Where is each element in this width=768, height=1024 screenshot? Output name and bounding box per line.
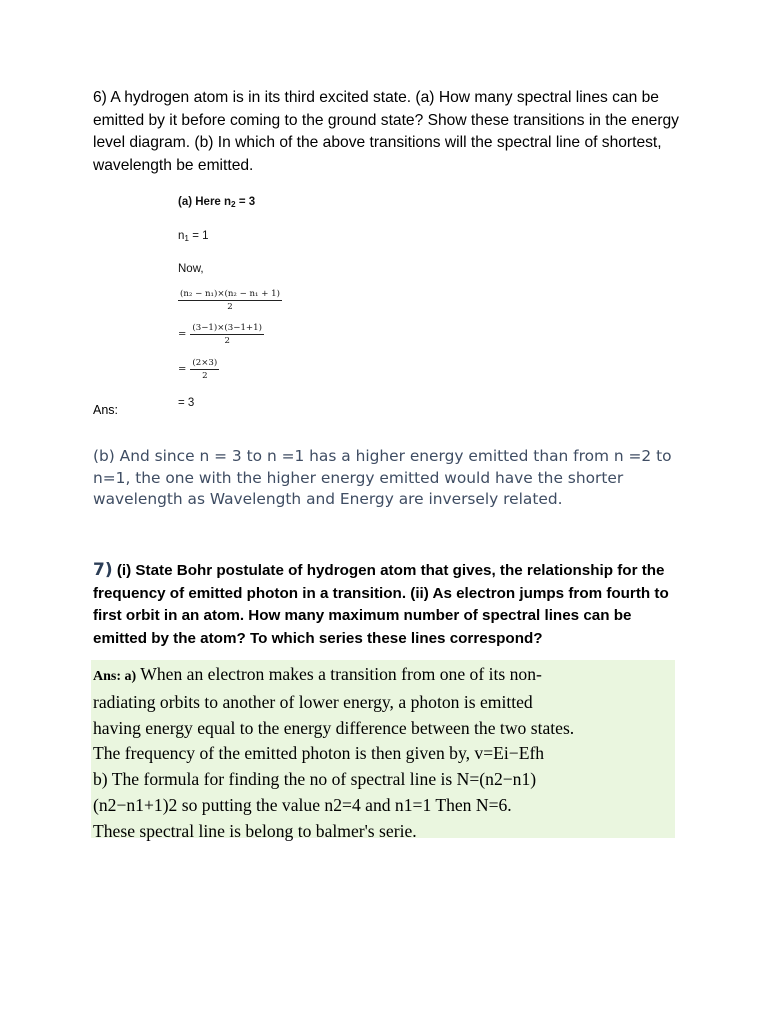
now-label: Now, [178,263,204,275]
answer-7-line-7: These spectral line is belong to balmer's serie. [93,820,417,841]
answer-7-line-6: (n2−n1+1)2 so putting the value n2=4 and n1=1 Then N=6. [93,794,512,815]
answer-7-line-5: b) The formula for finding the no of spectral line is N=(n2−n1) [93,769,537,790]
answer-7-line-4: The frequency of the emitted photon is then given by, v=Ei−Efh [93,743,545,764]
formula-fraction: $\frac{\text{(n₂ − n₁)×(n₂ − n₁ + 1)}}{2}$ [180,289,280,312]
answer-label: Ans: [93,403,119,417]
given-n1: $n_1 = 1$ [178,230,209,244]
question-7-body: (i) State Bohr postulate of hydrogen atom that gives, the relationship for the frequency of emitted photon in a transition. (ii) As electron jumps from fourth to first orbit in an atom. How many maximum number of spectral lines can be emitted by the atom? To which series these lines correspond? [93,562,669,647]
part-b-explanation: (b) And since n = 3 to n =1 has a higher energy emitted than from n =2 to n=1, the one with the higher energy emitted would have the shorter wavelength as Wavelength and Energy are inversely related. [93,447,672,509]
given-n2: (a) Here $n_2 = 3$ [178,196,256,210]
result-value: = 3 [178,397,195,409]
answer-7-line-2: radiating orbits to another of lower energy, a photon is emitted [93,691,533,712]
question-7-text [93,559,683,650]
question-7-number: 7) [93,560,113,580]
answer-7-line-1: Ans: a) When an electron makes a transition from one of its non- [93,664,542,684]
answer-7-line-3: having energy equal to the energy difference between the two states. [93,717,575,738]
answer-7-label: Ans: a) [93,669,137,684]
substituted-fraction: = $\frac{(3-1)\times(3-1+1)}{2}$ [178,323,262,346]
question-6-text: 6) A hydrogen atom is in its third excited state. (a) How many spectral lines can be emitted by it before coming to the ground state? Show these transitions in the energy level diagram. (b) In which of the above transitions will the spectral line of shortest, wavelength be emitted. [93,89,679,174]
simplified-fraction: = $\frac{(2\times 3)}{2}$ [178,358,218,381]
answer-7-text [93,662,673,845]
